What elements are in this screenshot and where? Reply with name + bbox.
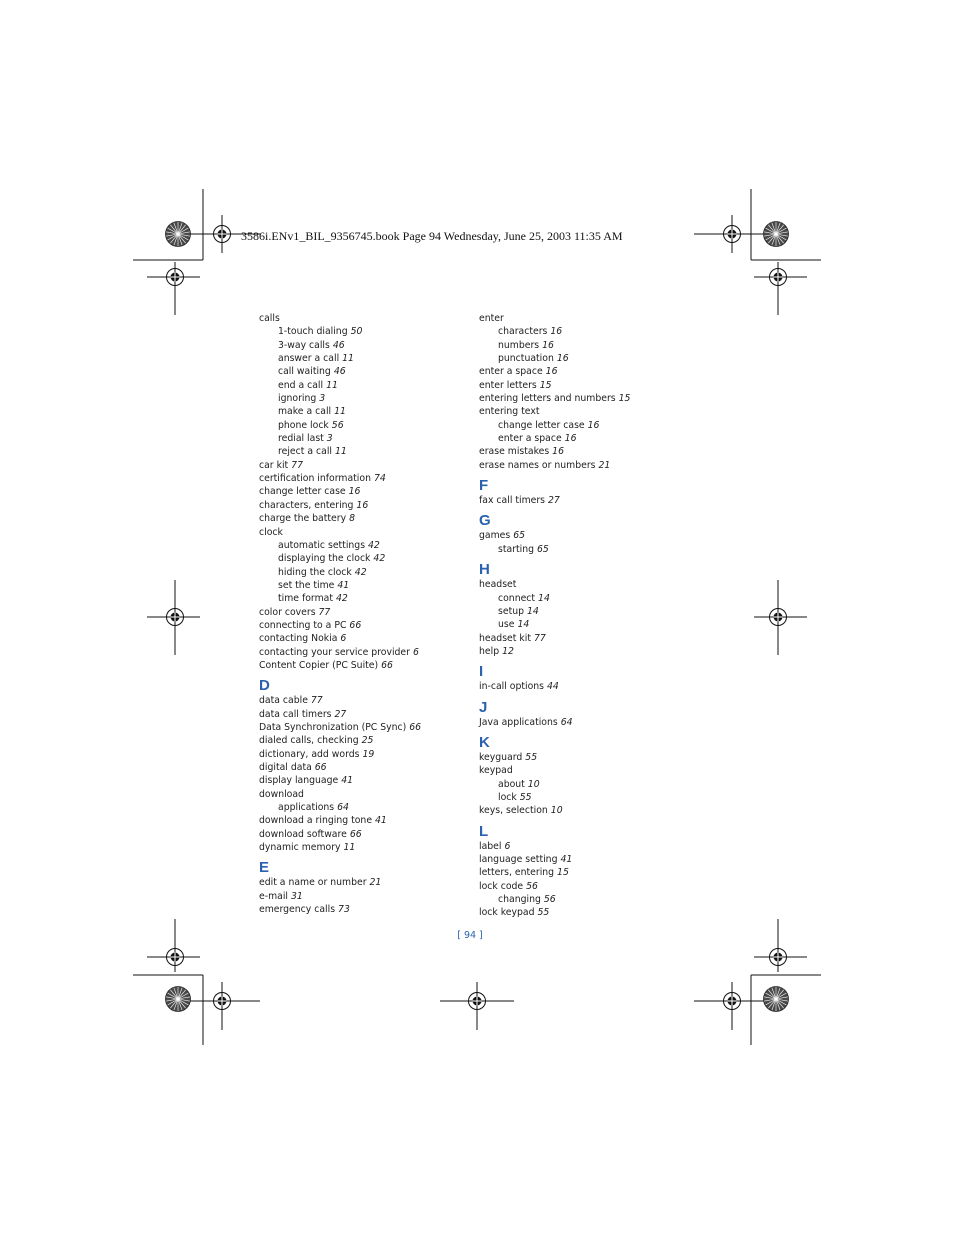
index-page-ref: 46 (332, 339, 345, 351)
index-subentry (479, 543, 684, 556)
index-page-ref: 31 (290, 890, 303, 902)
index-term: reject a call (278, 446, 332, 458)
index-term: emergency calls (259, 904, 336, 916)
index-term: phone lock (278, 419, 329, 431)
index-term: end a call (278, 379, 324, 391)
index-term: numbers (498, 339, 540, 351)
index-term: dictionary, add words (259, 748, 360, 760)
index-entry (259, 828, 464, 841)
index-page-ref: 16 (587, 419, 600, 431)
index-term: in-call options (479, 681, 545, 693)
index-page-ref: 55 (525, 751, 538, 763)
index-entry (259, 748, 464, 761)
index-entry (259, 774, 464, 787)
index-subentry (479, 893, 684, 906)
index-term: entering letters and numbers (479, 393, 616, 405)
index-entry (479, 312, 684, 325)
index-section-letter: L (479, 822, 489, 840)
index-entry (259, 632, 464, 645)
index-term: headset (479, 579, 517, 591)
index-term: download (259, 788, 304, 800)
index-entry (259, 761, 464, 774)
index-page-ref: 6 (340, 633, 347, 645)
index-page-ref: 15 (539, 379, 552, 391)
index-term: dynamic memory (259, 842, 341, 854)
index-term: time format (278, 593, 333, 605)
index-page-ref: 55 (537, 907, 550, 919)
index-entry (259, 788, 464, 801)
index-subentry (479, 339, 684, 352)
index-page-ref: 56 (543, 894, 556, 905)
index-entry (479, 494, 684, 507)
index-term: dialed calls, checking (259, 735, 359, 747)
index-entry (259, 526, 464, 539)
index-term: data call timers (259, 708, 332, 720)
index-term: car kit (259, 459, 289, 471)
index-term: data cable (259, 695, 308, 707)
index-subentry (479, 325, 684, 338)
index-page-ref: 6 (412, 646, 419, 658)
index-subentry (479, 419, 684, 432)
index-page-ref: 16 (550, 326, 563, 338)
index-term: fax call timers (479, 495, 546, 507)
index-term: ignoring (278, 393, 317, 405)
index-page-ref: 10 (550, 805, 563, 817)
index-term: change letter case (259, 486, 346, 498)
index-term: change letter case (498, 419, 585, 431)
index-page-ref: 66 (409, 721, 422, 733)
index-subentry (479, 605, 684, 618)
index-subentry (479, 778, 684, 791)
index-page-ref: 15 (557, 867, 569, 879)
index-entry (479, 645, 684, 658)
index-term: clock (259, 526, 283, 538)
index-entry (259, 734, 464, 747)
index-entry (479, 459, 684, 472)
index-page-ref: 41 (375, 815, 387, 827)
index-term: 3-way calls (278, 339, 330, 351)
index-section-letter: D (259, 677, 270, 695)
index-subentry (259, 352, 464, 365)
index-subentry (479, 618, 684, 631)
index-page-ref: 41 (337, 579, 350, 591)
index-page-ref: 42 (335, 593, 348, 605)
index-entry (259, 659, 464, 672)
index-term: erase mistakes (479, 446, 550, 458)
index-subentry (259, 539, 464, 552)
index-entry (259, 903, 464, 916)
index-page-ref: 27 (548, 495, 560, 507)
index-page-ref: 42 (354, 566, 367, 578)
index-entry (479, 716, 684, 729)
index-entry (259, 512, 464, 525)
index-page-ref: 16 (556, 353, 569, 365)
index-term: displaying the clock (278, 553, 371, 565)
index-term: games (479, 530, 511, 542)
index-page-ref: 14 (517, 619, 530, 631)
index-page-ref: 3 (319, 393, 326, 405)
index-term: download software (259, 828, 347, 840)
page-number: [ 94 ] (457, 930, 483, 941)
index-entry (479, 632, 684, 645)
index-page-ref: 16 (542, 339, 554, 351)
index-page-ref: 77 (291, 459, 304, 471)
index-term: enter a space (479, 366, 543, 378)
index-page-ref: 64 (337, 802, 349, 814)
index-entry (479, 764, 684, 777)
index-entry (259, 876, 464, 889)
index-entry (479, 804, 684, 817)
index-term: digital data (259, 762, 312, 773)
index-entry (259, 485, 464, 498)
index-page-ref: 25 (361, 735, 374, 747)
index-term: starting (498, 543, 535, 555)
index-entry (479, 445, 684, 458)
index-entry (479, 578, 684, 591)
index-entry (479, 379, 684, 392)
index-subentry (259, 339, 464, 352)
index-term: charge the battery (259, 513, 347, 525)
index-page-ref: 77 (318, 606, 331, 618)
index-page-ref: 12 (502, 645, 514, 657)
index-column-left (259, 312, 464, 916)
print-header: 3586i.ENv1_BIL_9356745.book Page 94 Wednesday, June 25, 2003 11:35 AM (241, 229, 623, 243)
index-page-ref: 50 (350, 326, 363, 338)
index-entry (479, 365, 684, 378)
index-subentry (259, 566, 464, 579)
index-term: help (479, 645, 500, 657)
index-subentry (479, 592, 684, 605)
index-page-ref: 14 (526, 605, 539, 617)
index-term: enter a space (498, 433, 562, 445)
index-page-ref: 8 (349, 513, 355, 525)
index-term: characters (498, 326, 548, 338)
index-term: download a ringing tone (259, 815, 373, 827)
index-page-ref: 16 (348, 486, 361, 498)
index-section-letter: G (479, 512, 491, 530)
index-page-ref: 66 (349, 828, 362, 840)
index-subentry (479, 432, 684, 445)
index-term: lock keypad (479, 907, 535, 919)
index-term: letters, entering (479, 867, 555, 879)
index-page-ref: 66 (314, 762, 327, 773)
index-page-ref: 27 (334, 708, 347, 720)
index-term: automatic settings (278, 539, 366, 551)
index-page-ref: 44 (546, 681, 559, 693)
index-entry (479, 853, 684, 866)
index-entry (479, 405, 684, 418)
index-entry (259, 472, 464, 485)
index-term: answer a call (278, 353, 340, 365)
index-page-ref: 15 (618, 393, 631, 405)
index-term: punctuation (498, 353, 554, 365)
index-section-letter: J (479, 698, 488, 716)
index-page-ref: 74 (373, 473, 386, 485)
index-entry (479, 751, 684, 764)
index-term: display language (259, 775, 339, 787)
index-page-ref: 65 (537, 543, 549, 555)
index-term: certification information (259, 473, 371, 485)
index-term: keypad (479, 765, 513, 777)
index-entry (259, 814, 464, 827)
index-subentry (259, 432, 464, 445)
index-page-ref: 16 (356, 499, 369, 511)
index-entry (259, 619, 464, 632)
index-term: Content Copier (PC Suite) (259, 659, 379, 671)
index-term: make a call (278, 406, 332, 418)
index-term: label (479, 840, 502, 852)
index-subentry (479, 791, 684, 804)
index-subentry (259, 325, 464, 338)
index-entry (259, 646, 464, 659)
index-term: calls (259, 313, 280, 324)
index-term: Data Synchronization (PC Sync) (259, 721, 407, 733)
index-column-right (479, 312, 684, 920)
index-page-ref: 56 (526, 880, 538, 892)
index-subentry (259, 592, 464, 605)
index-page-ref: 42 (373, 553, 386, 565)
index-entry (479, 840, 684, 853)
index-term: entering text (479, 406, 540, 418)
index-term: set the time (278, 579, 335, 591)
index-page-ref: 41 (341, 775, 354, 787)
index-entry (259, 708, 464, 721)
index-term: Java applications (479, 716, 558, 728)
index-term: language setting (479, 853, 558, 865)
index-section-letter: H (479, 561, 490, 579)
index-term: applications (278, 802, 335, 814)
index-term: call waiting (278, 366, 331, 378)
index-term: connecting to a PC (259, 619, 347, 631)
index-term: use (498, 619, 515, 631)
index-entry (259, 459, 464, 472)
index-term: lock (498, 791, 517, 803)
index-section-letter: I (479, 663, 484, 681)
index-term: enter (479, 313, 504, 324)
index-page-ref: 14 (538, 592, 550, 604)
index-term: redial last (278, 433, 324, 445)
index-entry (259, 721, 464, 734)
index-page-ref: 16 (552, 446, 565, 458)
index-term: headset kit (479, 632, 531, 644)
index-term: color covers (259, 606, 316, 618)
index-entry (259, 499, 464, 512)
index-subentry (259, 552, 464, 565)
index-page-ref: 11 (334, 446, 347, 458)
index-page-ref: 21 (369, 877, 382, 889)
index-subentry (259, 365, 464, 378)
index-page-ref: 3 (326, 433, 333, 445)
index-term: about (498, 778, 525, 790)
index-entry (479, 880, 684, 893)
index-section-letter: E (259, 859, 270, 877)
index-term: setup (498, 605, 525, 617)
index-term: keyguard (479, 751, 523, 763)
index-page-ref: 77 (533, 632, 546, 644)
index-page-ref: 56 (331, 419, 344, 431)
index-term: lock code (479, 880, 524, 892)
index-section-letter: K (479, 733, 490, 751)
index-subentry (259, 801, 464, 814)
index-page-ref: 64 (560, 716, 573, 728)
index-entry (479, 680, 684, 693)
index-page-ref: 65 (513, 530, 526, 542)
index-term: connect (498, 592, 536, 604)
index-term: contacting your service provider (259, 646, 410, 658)
index-term: erase names or numbers (479, 459, 596, 471)
index-subentry (259, 405, 464, 418)
index-page-ref: 16 (564, 433, 577, 445)
index-page-ref: 77 (310, 695, 323, 707)
index-subentry (259, 445, 464, 458)
index-entry (259, 312, 464, 325)
index-page-ref: 19 (362, 748, 375, 760)
index-page-ref: 10 (527, 778, 540, 790)
index-page-ref: 66 (349, 619, 362, 631)
index-entry (259, 694, 464, 707)
index-entry (479, 392, 684, 405)
index-subentry (259, 392, 464, 405)
index-entry (479, 906, 684, 919)
index-section-letter: F (479, 477, 489, 495)
index-term: e-mail (259, 890, 288, 902)
index-subentry (259, 579, 464, 592)
index-subentry (259, 379, 464, 392)
index-page-ref: 11 (342, 353, 354, 365)
index-entry (259, 606, 464, 619)
index-term: contacting Nokia (259, 633, 338, 645)
index-term: characters, entering (259, 499, 354, 511)
index-term: enter letters (479, 379, 537, 391)
index-entry (479, 866, 684, 879)
index-page-ref: 11 (334, 406, 346, 418)
index-entry (259, 841, 464, 854)
index-subentry (479, 352, 684, 365)
index-page-ref: 11 (326, 379, 338, 391)
index-term: changing (498, 894, 541, 905)
index-entry (259, 890, 464, 903)
index-term: hiding the clock (278, 566, 352, 578)
index-entry (479, 529, 684, 542)
index-page-ref: 46 (333, 366, 346, 378)
index-page-ref: 16 (545, 366, 558, 378)
index-page-ref: 6 (504, 840, 511, 852)
index-page-ref: 55 (519, 791, 532, 803)
index-term: 1-touch dialing (278, 326, 348, 338)
index-page-ref: 66 (381, 659, 393, 671)
index-page-ref: 21 (598, 459, 611, 471)
index-subentry (259, 419, 464, 432)
index-page-ref: 11 (343, 842, 356, 854)
index-page-ref: 41 (560, 853, 573, 865)
index-page-ref: 42 (368, 539, 380, 551)
index-term: edit a name or number (259, 877, 367, 889)
index-page-ref: 73 (338, 904, 350, 916)
index-term: keys, selection (479, 805, 548, 817)
